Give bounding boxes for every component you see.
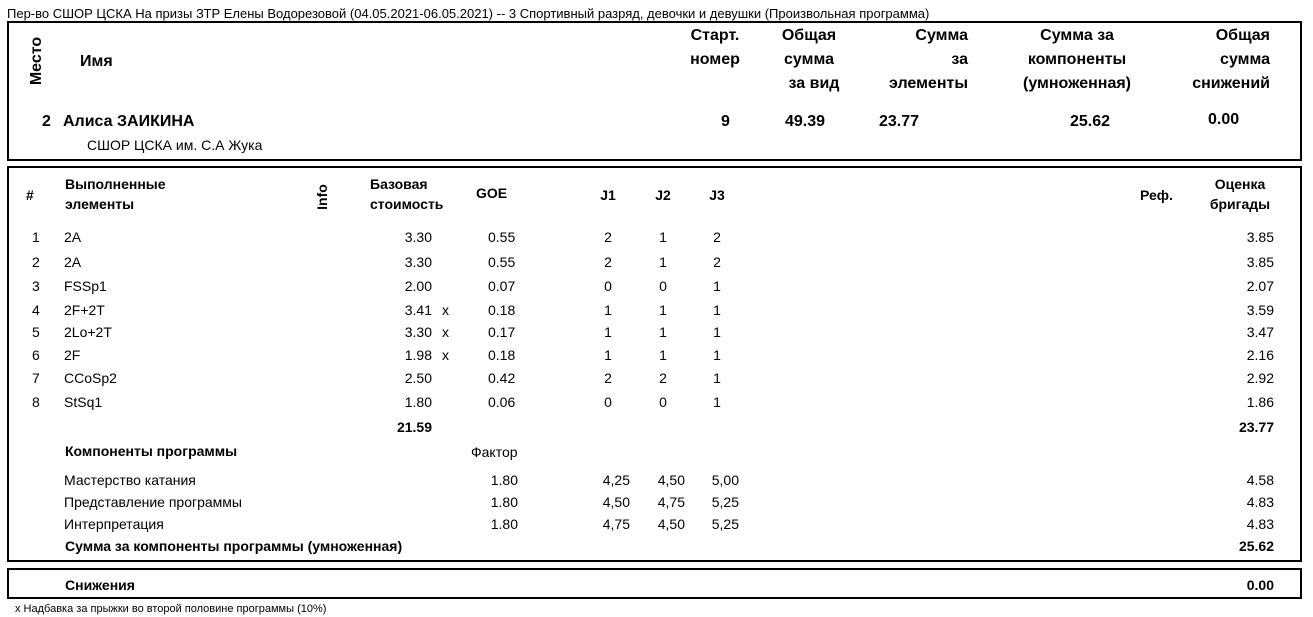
component-factor: 1.80 [490,472,518,488]
element-j3: 2 [713,229,721,245]
footnote: x Надбавка за прыжки во второй половине программы (10%) [15,603,327,615]
deductions-total: 0.00 [1246,577,1274,593]
components-title: Компоненты программы [65,443,238,459]
element-info: x [442,347,449,363]
element-number: 2 [32,254,40,270]
element-number: 6 [32,347,40,363]
total-segment-header: Общая сумма за вид [781,27,840,92]
component-j2: 4,75 [657,494,685,510]
element-name: 2F [64,347,81,363]
element-panel-score: 3.59 [1246,302,1274,318]
deductions-header: Общая сумма снижений [1192,27,1270,92]
component-name: Мастерство катания [64,472,196,488]
element-j1: 2 [604,229,612,245]
element-number: 1 [32,229,40,245]
element-base-value: 3.30 [404,324,432,340]
element-goe: 0.07 [488,278,516,294]
element-name: StSq1 [64,394,103,410]
element-j1: 2 [604,254,612,270]
skater-place: 2 [42,113,51,130]
element-j2: 1 [659,229,667,245]
components-total: 25.62 [1238,538,1274,554]
table-row [8,276,1303,296]
element-base-value: 1.98 [404,347,432,363]
element-j1: 1 [604,324,612,340]
element-base-value: 2.50 [404,370,432,386]
element-name: 2A [64,229,82,245]
element-panel-score: 1.86 [1246,394,1274,410]
element-j3: 1 [713,370,721,386]
element-goe: 0.42 [488,370,516,386]
start-number-header: Старт. номер [690,27,740,68]
component-score: 4.83 [1246,494,1274,510]
table-row [8,345,1303,365]
skater-elements-score: 23.77 [879,113,920,130]
element-j1: 2 [604,370,612,386]
info-header: Info [314,184,330,210]
element-base-value: 3.41 [404,302,432,318]
skater-name: Алиса ЗАИКИНА [63,113,195,130]
panel-score-header: Оценка бригады [1209,176,1271,212]
element-info: x [442,302,449,318]
element-j3: 1 [713,347,721,363]
table-row [8,227,1303,247]
components-score-header: Сумма за компоненты (умноженная) [1023,27,1131,92]
element-info: x [442,324,449,340]
element-j1: 1 [604,347,612,363]
element-number: 3 [32,278,40,294]
j1-header: J1 [600,187,616,203]
element-j2: 0 [659,394,667,410]
element-panel-score: 2.92 [1246,370,1274,386]
base-value-total: 21.59 [396,419,432,435]
competition-header: Пер-во СШОР ЦСКА На призы ЗТР Елены Водорезовой (04.05.2021-06.05.2021) -- 3 Спортивный разряд, девочки и девушки (Произвольная программа) [7,6,930,21]
component-factor: 1.80 [490,516,518,532]
j2-header: J2 [655,187,671,203]
element-j1: 1 [604,302,612,318]
element-number: 5 [32,324,40,340]
component-factor: 1.80 [490,494,518,510]
table-row [8,252,1303,272]
element-panel-score: 2.16 [1246,347,1274,363]
deductions-box [7,568,1302,599]
element-j1: 0 [604,278,612,294]
element-j2: 0 [659,278,667,294]
element-j2: 1 [659,347,667,363]
element-name: FSSp1 [64,278,107,294]
component-j2: 4,50 [657,472,685,488]
elements-total: 23.77 [1238,419,1274,435]
element-panel-score: 3.85 [1246,229,1274,245]
element-panel-score: 3.85 [1246,254,1274,270]
component-name: Представление программы [64,494,242,510]
components-total-label: Сумма за компоненты программы (умноженная) [65,538,403,554]
element-number: 8 [32,394,40,410]
element-base-value: 3.30 [404,254,432,270]
table-row [8,392,1303,412]
table-row [8,300,1303,320]
element-j2: 1 [659,302,667,318]
element-goe: 0.55 [488,229,516,245]
ref-header: Реф. [1140,187,1173,203]
element-number: 7 [32,370,40,386]
component-j1: 4,50 [602,494,630,510]
element-goe: 0.06 [488,394,516,410]
element-goe: 0.55 [488,254,516,270]
element-number: 4 [32,302,40,318]
element-goe: 0.17 [488,324,516,340]
component-j3: 5,00 [711,472,739,488]
j3-header: J3 [709,187,725,203]
element-j3: 1 [713,278,721,294]
element-goe: 0.18 [488,347,516,363]
num-header: # [26,187,34,203]
component-row [8,492,1303,512]
factor-header: Фактор [471,444,518,460]
place-header: Место [28,36,45,86]
component-score: 4.83 [1246,516,1274,532]
element-base-value: 3.30 [404,229,432,245]
skater-start-number: 9 [721,113,730,130]
component-j2: 4,50 [657,516,685,532]
component-j3: 5,25 [711,494,739,510]
skater-deductions: 0.00 [1208,111,1240,128]
component-j3: 5,25 [711,516,739,532]
element-j2: 2 [659,370,667,386]
component-row [8,470,1303,490]
component-j1: 4,25 [602,472,630,488]
component-score: 4.58 [1246,472,1274,488]
element-j3: 2 [713,254,721,270]
element-name: 2A [64,254,82,270]
component-name: Интерпретация [64,516,164,532]
base-value-header: Базовая стоимость [370,176,444,212]
skater-club: СШОР ЦСКА им. С.А Жука [87,137,263,153]
element-j2: 1 [659,254,667,270]
table-row [8,322,1303,342]
elements-score-header: Сумма за элементы [889,27,968,92]
goe-header: GOE [476,185,508,201]
element-j3: 1 [713,324,721,340]
component-j1: 4,75 [602,516,630,532]
element-base-value: 2.00 [404,278,432,294]
component-row [8,514,1303,534]
element-name: 2F+2T [64,302,105,318]
element-name: 2Lo+2T [64,324,112,340]
skater-total-segment: 49.39 [785,113,826,130]
element-j1: 0 [604,394,612,410]
element-panel-score: 3.47 [1246,324,1274,340]
element-panel-score: 2.07 [1246,278,1274,294]
element-j3: 1 [713,302,721,318]
element-base-value: 1.80 [404,394,432,410]
name-header: Имя [80,53,113,70]
skater-components-score: 25.62 [1070,113,1111,130]
element-name: CCoSp2 [64,370,117,386]
table-row [8,368,1303,388]
element-j2: 1 [659,324,667,340]
element-goe: 0.18 [488,302,516,318]
deductions-label: Снижения [65,577,135,593]
executed-elements-header: Выполненные элементы [65,176,166,212]
element-j3: 1 [713,394,721,410]
